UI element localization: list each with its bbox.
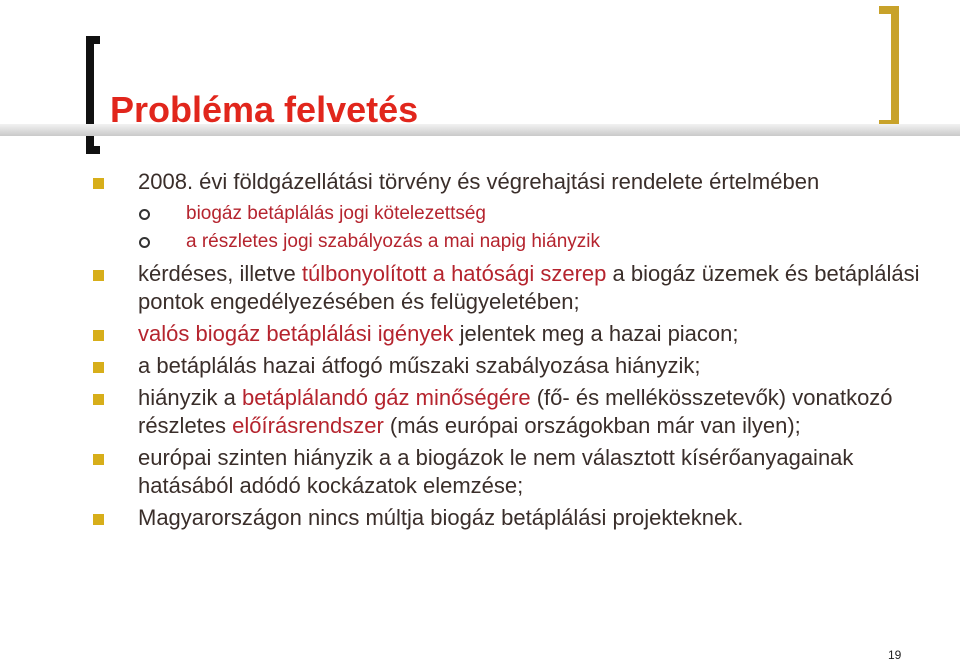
sub-bullet-item — [0, 200, 960, 228]
bullet-text: (fő- és mellékösszetevők) vonatkozó részletes — [138, 385, 893, 438]
bullet-item — [0, 384, 960, 440]
bullet-text: a betáplálás hazai átfogó műszaki szabályozása hiányzik; — [138, 353, 701, 378]
sub-bullet-list — [0, 200, 960, 256]
bullet-text: Magyarországon nincs múltja biogáz betáplálási projekteknek. — [138, 505, 744, 530]
bullet-item — [0, 504, 960, 532]
bullet-text: hiányzik a — [138, 385, 242, 410]
bullet-text: (más európai országokban már van ilyen); — [383, 413, 801, 438]
square-bullet-icon — [93, 362, 104, 373]
bullet-item — [0, 168, 960, 196]
square-bullet-icon — [93, 394, 104, 405]
sub-bullet-text: biogáz betáplálás jogi kötelezettség — [186, 203, 486, 224]
bullet-item — [0, 320, 960, 348]
highlighted-text: előírásrendszer — [232, 413, 384, 438]
bullet-text: kérdéses, illetve — [138, 261, 302, 286]
bullet-item — [0, 352, 960, 380]
bullet-text: jelentek meg a hazai piacon; — [453, 321, 739, 346]
sub-bullet-item — [0, 228, 960, 256]
highlighted-text: túlbonyolított a hatósági szerep — [301, 261, 607, 286]
square-bullet-icon — [93, 454, 104, 465]
square-bullet-icon — [93, 514, 104, 525]
page-number: 19 — [888, 648, 902, 662]
bullet-text: a biogáz üzemek és betáplálási pontok engedélyezésében és felügyeletében; — [138, 261, 920, 314]
bullet-item — [0, 444, 960, 500]
sub-bullet-text: a részletes jogi szabályozás a mai napig hiányzik — [186, 231, 600, 252]
highlighted-text: betáplálandó gáz minőségére — [241, 385, 531, 410]
square-bullet-icon — [93, 270, 104, 281]
circle-bullet-icon — [139, 237, 150, 248]
bullet-item — [0, 260, 960, 316]
bullet-text: 2008. évi földgázellátási törvény és végrehajtási rendelete értelmében — [138, 169, 820, 194]
square-bullet-icon — [93, 330, 104, 341]
square-bullet-icon — [93, 178, 104, 189]
bullet-list — [0, 168, 960, 536]
circle-bullet-icon — [139, 209, 150, 220]
bullet-text: európai szinten hiányzik a a biogázok le nem választott kísérőanyagainak hatásából adódó kockázatok elemzése; — [138, 445, 854, 498]
highlighted-text: valós biogáz betáplálási igények — [138, 321, 454, 346]
slide-title: Probléma felvetés — [110, 89, 419, 130]
right-bracket-decoration — [879, 6, 899, 128]
left-bracket-decoration — [86, 36, 100, 154]
